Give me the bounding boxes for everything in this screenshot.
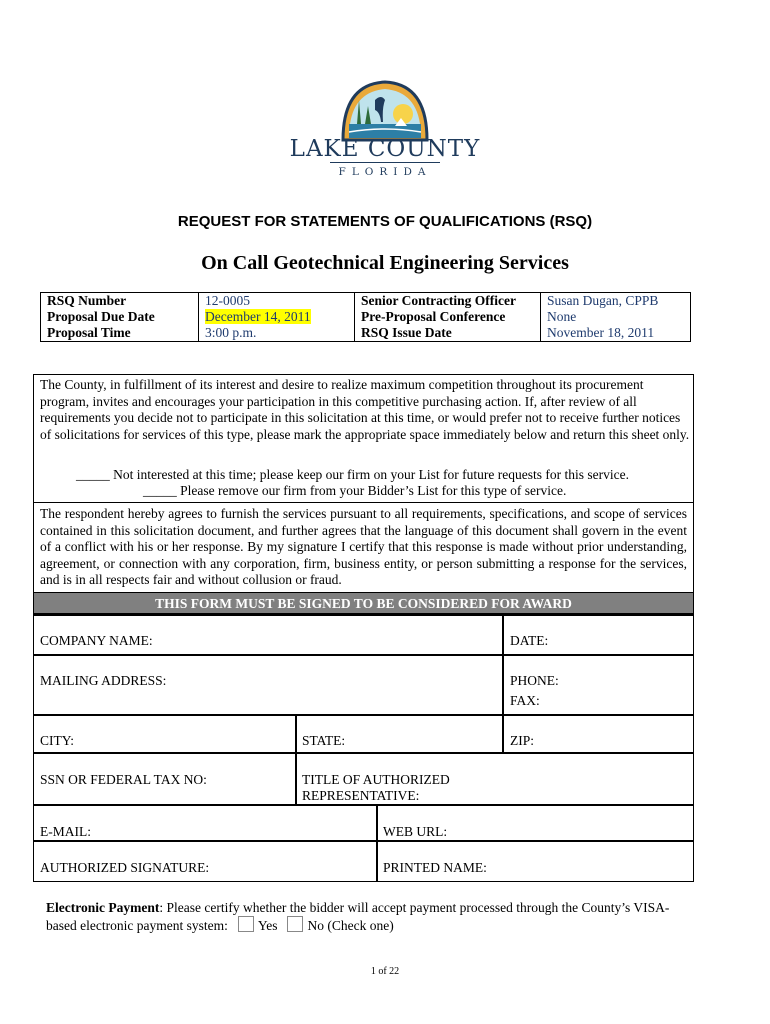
intro-paragraph: The County, in fulfillment of its interest and desire to realize maximum competition throughout its procurement program, invites and encourages your participation in this competitive purchasing action. If, after review of all requirements you decide not to participate in this solicitation at this time, or would prefer not to receive further notices of solicitations for services of this type, please mark the appropriate space immediately below and return this sheet only. (40, 377, 690, 442)
no-checkbox[interactable] (287, 916, 303, 932)
electronic-payment-section (46, 899, 686, 934)
officer-label: Senior Contracting Officer (355, 293, 541, 310)
rsq-info-table (40, 292, 691, 342)
county-name: LAKE COUNTY (289, 136, 481, 162)
option-remove-firm[interactable]: _____ Please remove our firm from your Bidder’s List for this type of service. (143, 483, 567, 498)
phone-field[interactable]: PHONE: (510, 673, 559, 688)
date-field[interactable]: DATE: (510, 633, 549, 648)
electronic-payment-label: Electronic Payment (46, 900, 160, 915)
state-name: FLORIDA (338, 166, 432, 178)
authorized-signature-field[interactable]: AUTHORIZED SIGNATURE: (40, 860, 210, 875)
grid-line (295, 714, 297, 806)
grid-line (33, 654, 694, 656)
project-title: On Call Geotechnical Engineering Services (201, 252, 569, 274)
due-date-value: December 14, 2011 (205, 309, 311, 324)
city-field[interactable]: CITY: (40, 733, 75, 748)
time-value: 3:00 p.m. (199, 325, 355, 342)
yes-label: Yes (257, 918, 278, 933)
grid-line (33, 714, 694, 716)
certification-paragraph: The respondent hereby agrees to furnish the services pursuant to all requirements, specifications, and scope of services contained in this solicitation document, and further agrees that the language of this document shall govern in the event of a conflict with his or her response. By my signature I certify that this response is made without prior understanding, agreement, or connection with any corporation, firm, business entity, or person submitting a response for the services, and is in all respects fair and without collusion or fraud. (40, 506, 687, 587)
company-name-field[interactable]: COMPANY NAME: (40, 633, 153, 648)
state-field[interactable]: STATE: (302, 733, 346, 748)
printed-name-field[interactable]: PRINTED NAME: (383, 860, 487, 875)
grid-line (33, 614, 694, 616)
tax-number-field[interactable]: SSN OR FEDERAL TAX NO: (40, 772, 207, 787)
no-label: No (Check one) (307, 918, 394, 933)
rsq-number-label: RSQ Number (41, 293, 199, 310)
time-label: Proposal Time (41, 325, 199, 342)
conference-value: None (541, 309, 691, 325)
grid-line (502, 614, 504, 754)
lake-county-seal (335, 80, 435, 142)
yes-checkbox[interactable] (238, 916, 254, 932)
issue-date-value: November 18, 2011 (541, 325, 691, 342)
signature-required-banner: THIS FORM MUST BE SIGNED TO BE CONSIDERED FOR AWARD (34, 592, 693, 614)
option-not-interested[interactable]: _____ Not interested at this time; please keep our firm on your List for future requests for this service. (76, 467, 629, 482)
representative-title-field[interactable]: TITLE OF AUTHORIZED (302, 772, 450, 787)
page-number: 1 of 22 (370, 966, 400, 977)
grid-line (33, 840, 694, 842)
issue-date-label: RSQ Issue Date (355, 325, 541, 342)
grid-line (33, 752, 694, 754)
email-field[interactable]: E-MAIL: (40, 824, 91, 839)
section-divider (33, 502, 694, 503)
rsq-number-value: 12-0005 (199, 293, 355, 310)
officer-value: Susan Dugan, CPPB (541, 293, 691, 310)
logo-divider (330, 162, 440, 163)
due-date-label: Proposal Due Date (41, 309, 199, 325)
zip-field[interactable]: ZIP: (510, 733, 535, 748)
document-title: REQUEST FOR STATEMENTS OF QUALIFICATIONS (RSQ) (177, 213, 593, 230)
fax-field[interactable]: FAX: (510, 693, 540, 708)
grid-line (33, 804, 694, 806)
grid-line (376, 804, 378, 882)
mailing-address-field[interactable]: MAILING ADDRESS: (40, 673, 167, 688)
representative-title-field-line2: REPRESENTATIVE: (302, 788, 420, 803)
web-url-field[interactable]: WEB URL: (383, 824, 448, 839)
conference-label: Pre-Proposal Conference (355, 309, 541, 325)
electronic-payment-text: : Please certify whether the bidder will accept payment processed through the County’s VISA-based electronic payment system: (46, 900, 670, 933)
